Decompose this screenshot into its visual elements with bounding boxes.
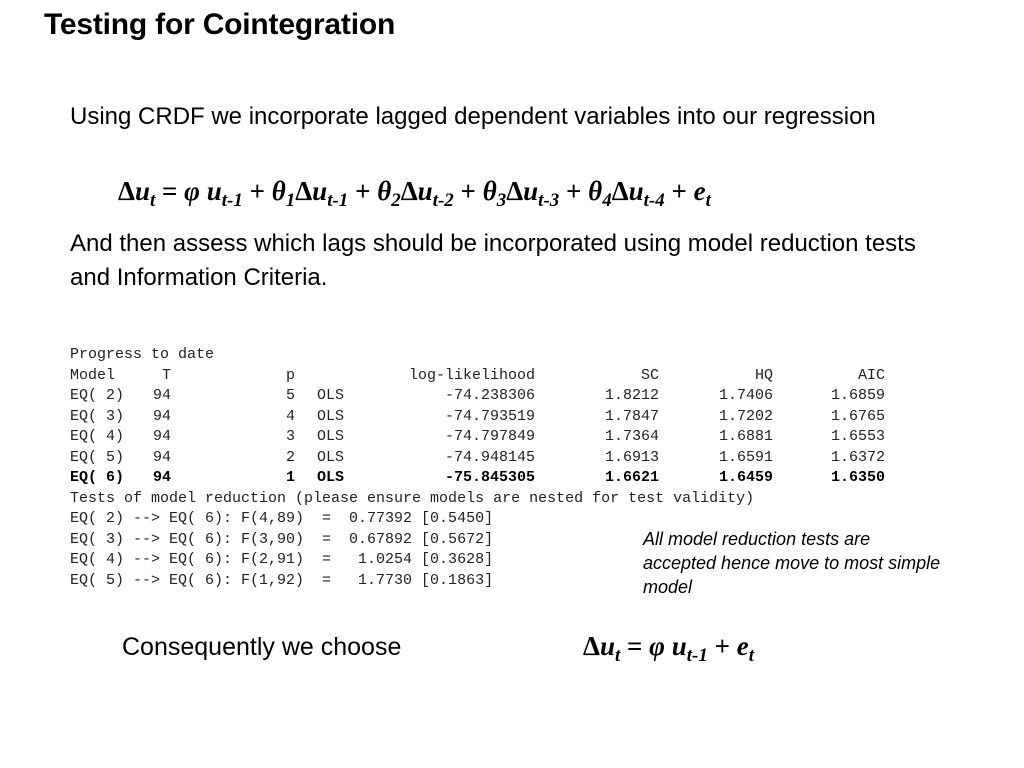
table-row xyxy=(70,427,885,448)
cell-model: EQ( 3) xyxy=(70,407,125,425)
cell-log-likelihood: -74.793519 xyxy=(444,407,535,425)
cell-method: OLS xyxy=(317,469,345,486)
cell-t: 94 xyxy=(152,428,171,445)
cell-sc: 1.7364 xyxy=(604,428,659,445)
table-row-selected xyxy=(70,468,885,489)
cell-method: OLS xyxy=(317,428,345,445)
col-p: p xyxy=(285,366,295,384)
cell-sc: 1.6621 xyxy=(604,469,659,486)
cell-aic: 1.6350 xyxy=(830,469,885,486)
cell-log-likelihood: -74.797849 xyxy=(444,428,535,445)
cell-p: 4 xyxy=(285,407,295,425)
cell-method: OLS xyxy=(317,407,345,425)
conclusion-text: Consequently we choose xyxy=(122,633,402,661)
slide-title: Testing for Cointegration xyxy=(44,8,396,41)
cell-sc: 1.6913 xyxy=(604,448,659,466)
cell-model: EQ( 5) xyxy=(70,448,125,466)
table-row xyxy=(70,386,885,407)
col-hq: HQ xyxy=(754,366,773,384)
col-t: T xyxy=(161,366,171,384)
col-model: Model xyxy=(70,366,116,384)
table-header-row xyxy=(70,366,885,387)
cell-sc: 1.7847 xyxy=(604,407,659,425)
cell-p: 2 xyxy=(285,448,295,466)
cell-sc: 1.8212 xyxy=(604,387,659,404)
cell-hq: 1.6459 xyxy=(718,469,773,486)
cell-hq: 1.6881 xyxy=(718,428,773,445)
col-log-likelihood: log-likelihood xyxy=(408,366,535,384)
model-table xyxy=(70,366,885,489)
chosen-equation: $\Delta u_t = \varphi$ $u_{t-1} + e_t$ xyxy=(583,631,754,666)
cell-method: OLS xyxy=(317,448,345,466)
cell-hq: 1.7406 xyxy=(718,387,773,404)
output-heading: Progress to date xyxy=(70,346,215,363)
cell-hq: 1.6591 xyxy=(718,448,773,466)
assess-text: And then assess which lags should be incorporated using model reduction tests and Information Criteria. xyxy=(70,230,916,291)
tests-heading: Tests of model reduction (please ensure models are nested for test validity) xyxy=(70,489,755,507)
cell-t: 94 xyxy=(152,469,171,486)
intro-text: Using CRDF we incorporate lagged dependent variables into our regression xyxy=(70,103,876,130)
table-row xyxy=(70,407,885,428)
cell-p: 3 xyxy=(285,428,295,445)
table-row xyxy=(70,448,885,469)
cell-t: 94 xyxy=(152,387,171,404)
cell-t: 94 xyxy=(152,448,171,466)
cell-hq: 1.7202 xyxy=(718,407,773,425)
col-sc: SC xyxy=(640,366,659,384)
cell-log-likelihood: -74.948145 xyxy=(444,448,535,466)
reduction-test-line: EQ( 5) --> EQ( 6): F(1,92) = 1.7730 [0.1863] xyxy=(70,571,494,589)
reduction-test-line: EQ( 4) --> EQ( 6): F(2,91) = 1.0254 [0.3628] xyxy=(70,551,494,568)
cell-aic: 1.6372 xyxy=(830,448,885,466)
reduction-test-line: EQ( 3) --> EQ( 6): F(3,90) = 0.67892 [0.5672] xyxy=(70,530,494,548)
cell-method: OLS xyxy=(317,387,345,404)
col-aic: AIC xyxy=(857,366,885,384)
crdf-equation: $\Delta u_t = \varphi$ $u_{t-1} + \theta_1\Delta u_{t-1} + \theta_2\Delta u_{t-2} + \theta_3\Delta u_{t-3} + \theta_4\Delta u_{t-4} + e_t$ xyxy=(118,176,711,211)
reduction-test-line: EQ( 2) --> EQ( 6): F(4,89) = 0.77392 [0.5450] xyxy=(70,510,494,527)
cell-model: EQ( 2) xyxy=(70,387,125,404)
cell-log-likelihood: -74.238306 xyxy=(444,387,535,404)
cell-aic: 1.6765 xyxy=(830,407,885,425)
cell-model: EQ( 6) xyxy=(70,469,125,486)
cell-aic: 1.6859 xyxy=(830,387,885,404)
reduction-note: All model reduction tests are accepted hence move to most simple model xyxy=(643,529,941,597)
cell-model: EQ( 4) xyxy=(70,428,125,445)
cell-log-likelihood: -75.845305 xyxy=(444,469,535,486)
cell-p: 5 xyxy=(285,387,295,404)
cell-aic: 1.6553 xyxy=(830,428,885,445)
cell-p: 1 xyxy=(285,469,295,486)
cell-t: 94 xyxy=(152,407,171,425)
